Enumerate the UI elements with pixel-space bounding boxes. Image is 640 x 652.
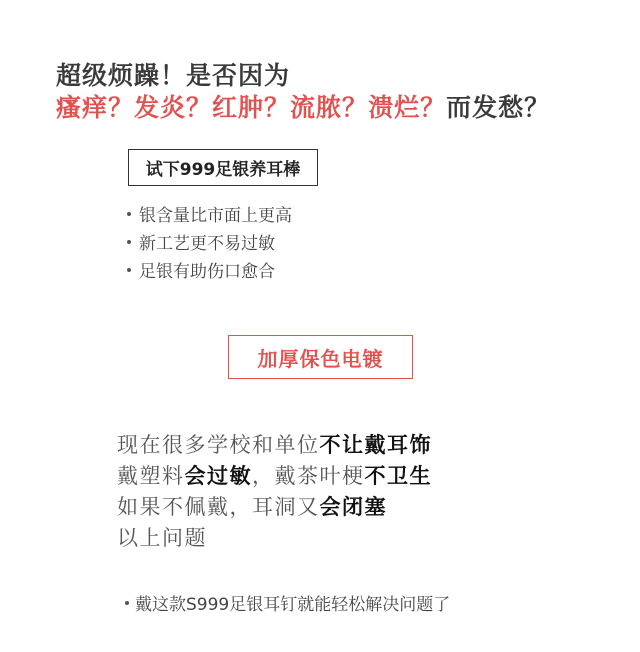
feature-item [127,230,292,258]
feature-text: 足银有助伤口愈合 [139,262,275,282]
paragraph-text: 戴塑料 [117,464,185,488]
headline-symptoms [56,88,550,124]
bullet-dot-icon [127,268,131,272]
paragraph-emphasis: 会过敏 [184,464,252,488]
plating-label: 加厚保色电镀 [257,346,384,371]
symptom-pus: 流脓？ [290,93,369,122]
paragraph-line [117,492,432,523]
paragraph-emphasis: 不卫生 [364,464,432,488]
problem-paragraph [117,430,432,554]
paragraph-text: ，戴茶叶梗 [252,464,365,488]
feature-list [127,202,292,286]
bullet-dot-icon [125,601,129,605]
footer-text: 戴这款S999足银耳钉就能轻松解决问题了 [135,595,451,615]
symptom-itching: 瘙痒？ [56,93,135,122]
bullet-dot-icon [127,240,131,244]
feature-text: 新工艺更不易过敏 [139,234,275,254]
paragraph-line [117,461,432,492]
paragraph-line [117,430,432,461]
footer-note [125,590,450,615]
headline-question: 超级烦躁！是否因为 [56,61,291,90]
paragraph-text: 如果不佩戴，耳洞又 [117,495,320,519]
symptom-ulcer: 溃烂？ [368,93,447,122]
symptom-swelling: 红肿？ [212,93,291,122]
feature-text: 银含量比市面上更高 [139,206,292,226]
bullet-dot-icon [127,212,131,216]
plating-label-box [228,335,413,379]
paragraph-emphasis: 会闭塞 [319,495,387,519]
product-label-box [128,149,318,186]
feature-item [127,202,292,230]
paragraph-text: 现在很多学校和单位 [117,433,320,457]
feature-item [127,258,292,286]
paragraph-text: 以上问题 [117,526,207,550]
paragraph-line [117,523,432,554]
product-label: 试下999足银养耳棒 [145,160,301,180]
symptom-inflammation: 发炎？ [134,93,213,122]
symptom-worry: 而发愁？ [446,93,551,122]
paragraph-emphasis: 不让戴耳饰 [319,433,432,457]
